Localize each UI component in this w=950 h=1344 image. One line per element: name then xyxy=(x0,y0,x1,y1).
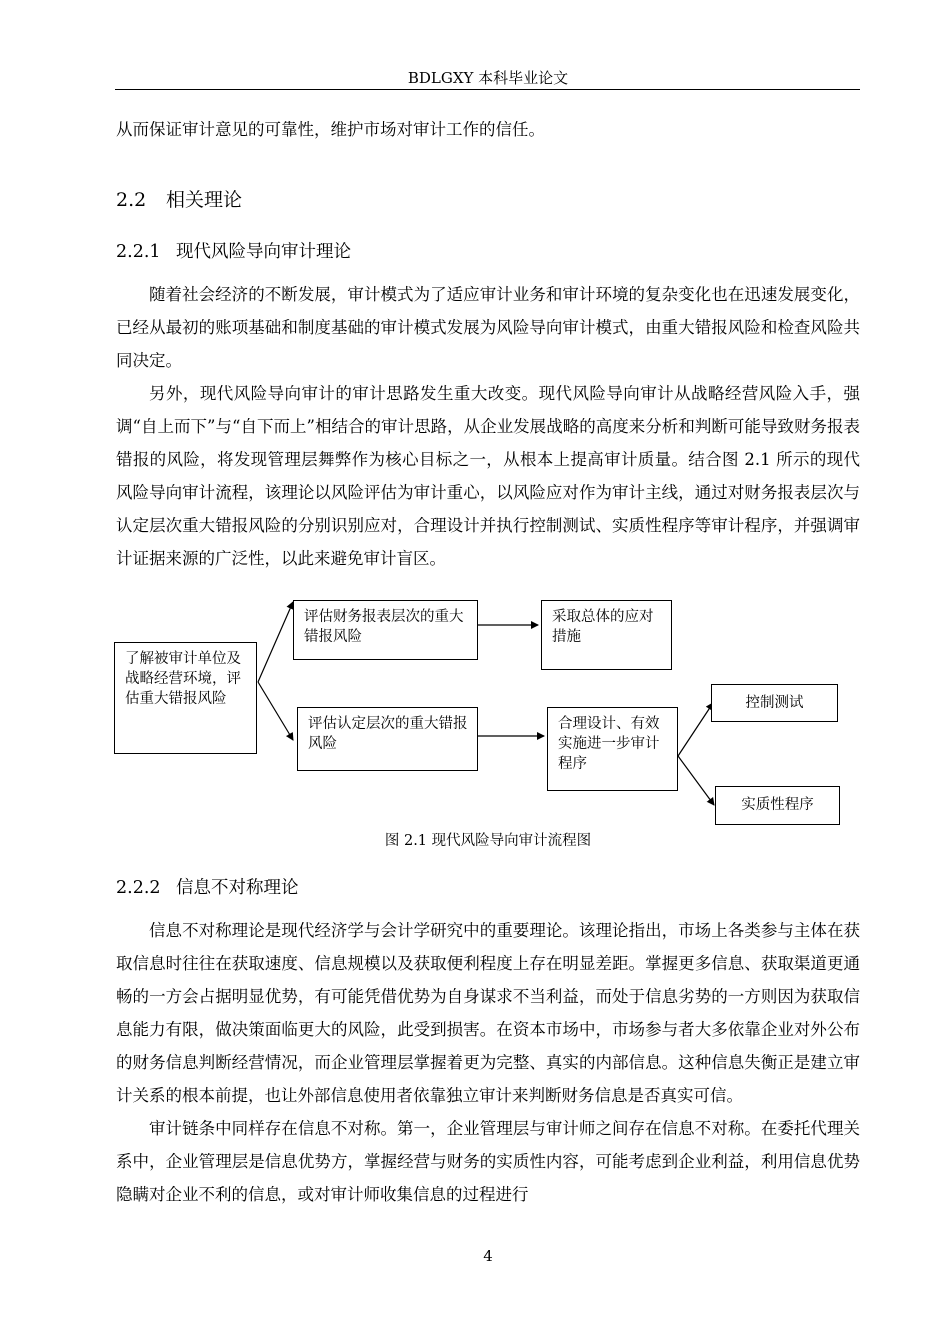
arrow-understand-to-statement xyxy=(258,602,293,682)
box-control-test: 控制测试 xyxy=(711,684,838,722)
box-understand-entity: 了解被审计单位及战略经营环境，评估重大错报风险 xyxy=(114,642,257,754)
header-rule xyxy=(115,89,860,90)
section-title: 相关理论 xyxy=(166,189,243,211)
section-title: 信息不对称理论 xyxy=(176,878,299,898)
section-2-2-heading xyxy=(116,186,242,214)
paragraph: 信息不对称理论是现代经济学与会计学研究中的重要理论。该理论指出，市场上各类参与主体在获取信息时往往在获取速度、信息规模以及获取便利程度上存在明显差距。掌握更多信息、获取渠道更通畅的一方会占据明显优势，有可能凭借优势为自身谋求不当利益，而处于信息劣势的一方则因为获取信息能力有限，做决策面临更大的风险，此受到损害。在资本市场中，市场参与者大多依靠企业对外公布的财务信息判断经营情况，而企业管理层掌握着更为完整、真实的内部信息。这种信息失衡正是建立审计关系的根本前提，也让外部信息使用者依靠独立审计来判断财务信息是否真实可信。 xyxy=(116,921,860,1105)
section-2-2-1-body xyxy=(116,278,860,575)
paragraph: 随着社会经济的不断发展，审计模式为了适应审计业务和审计环境的复杂变化也在迅速发展变化，已经从最初的账项基础和制度基础的审计模式发展为风险导向审计模式，由重大错报风险和检查风险共同决定。 xyxy=(116,285,860,370)
box-further-procedures: 合理设计、有效实施进一步审计程序 xyxy=(547,707,678,791)
figure-caption: 图 2.1 现代风险导向审计流程图 xyxy=(384,833,592,849)
section-title: 现代风险导向审计理论 xyxy=(176,242,351,262)
arrow-understand-to-assertion xyxy=(258,682,293,740)
section-number: 2.2.1 xyxy=(116,242,161,262)
intro-line: 从而保证审计意见的可靠性，维护市场对审计工作的信任。 xyxy=(116,120,545,139)
paragraph: 审计链条中同样存在信息不对称。第一，企业管理层与审计师之间存在信息不对称。在委托代理关系中，企业管理层是信息优势方，掌握经营与财务的实质性内容，可能考虑到企业利益，利用信息优势隐瞒对企业不利的信息，或对审计师收集信息的过程进行 xyxy=(116,1119,860,1204)
paragraph: 另外，现代风险导向审计的审计思路发生重大改变。现代风险导向审计从战略经营风险入手，强调“自上而下”与“自下而上”相结合的审计思路，从企业发展战略的高度来分析和判断可能导致财务报表错报的风险，将发现管理层舞弊作为核心目标之一，从根本上提高审计质量。结合图 2.1 所示的现代风险导向审计流程，该理论以风险评估为审计重心，以风险应对作为审计主线，通过对财务报表层次与认定层次重大错报风险的分别识别应对，合理设计并执行控制测试、实质性程序等审计程序，并强调审计证据来源的广泛性，以此来避免审计盲区。 xyxy=(116,384,860,568)
section-number: 2.2.2 xyxy=(116,878,161,898)
arrow-further-to-substantive xyxy=(678,756,714,805)
page-number: 4 xyxy=(483,1247,493,1265)
section-number: 2.2 xyxy=(116,189,147,211)
box-assertion-level-risk: 评估认定层次的重大错报风险 xyxy=(297,707,478,771)
section-2-2-2-heading xyxy=(116,875,299,901)
section-2-2-2-body xyxy=(116,914,860,1211)
intro-line-block xyxy=(116,113,860,146)
arrow-further-to-control xyxy=(678,703,713,756)
box-substantive-procedures: 实质性程序 xyxy=(715,786,840,825)
section-2-2-1-heading xyxy=(116,239,351,265)
box-statement-level-risk: 评估财务报表层次的重大错报风险 xyxy=(293,600,478,660)
box-overall-response: 采取总体的应对措施 xyxy=(541,600,672,670)
running-header: BDLGXY 本科毕业论文 xyxy=(407,69,569,87)
audit-flowchart xyxy=(110,596,850,828)
